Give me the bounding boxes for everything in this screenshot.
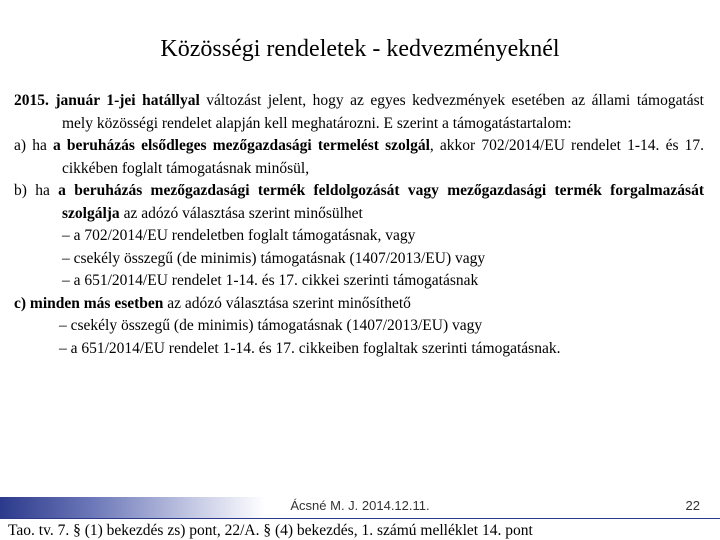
source-citation: Tao. tv. 7. § (1) bekezdés zs) pont, 22/A. § (4) bekezdés, 1. számú melléklet 14. pont xyxy=(8,522,533,539)
item-b-text: az adózó választása szerint minősülhet xyxy=(119,204,363,222)
item-c-sub-2: – a 651/2014/EU rendelet 1-14. és 17. cikkeiben foglaltak szerinti támogatásnak. xyxy=(59,339,561,357)
footer-divider xyxy=(0,518,720,519)
item-c-sub-1: – csekély összegű (de minimis) támogatásnak (1407/2013/EU) vagy xyxy=(59,317,483,334)
slide-title: Közösségi rendeletek - kedvezményeknél xyxy=(160,36,560,62)
item-c-text: az adózó választása szerint minősíthető xyxy=(163,294,411,312)
item-a-text: , akkor 702/2014/EU rendelet 1-14. és 17. cikkében foglalt támogatásnak minősül, xyxy=(62,137,705,177)
item-b xyxy=(14,180,704,225)
page-number: 22 xyxy=(685,498,700,513)
intro-paragraph xyxy=(14,90,704,135)
intro-bold: 2015. január 1-jei hatállyal xyxy=(14,92,200,109)
item-b-sub-3: – a 651/2014/EU rendelet 1-14. és 17. cikkei szerinti támogatásnak xyxy=(62,272,479,289)
footer-author: Ácsné M. J. 2014.12.11. xyxy=(290,498,430,513)
item-a-lead: a) ha xyxy=(14,137,53,154)
item-b-bold: a beruházás mezőgazdasági termék feldolgozását vagy mezőgazdasági termék forgalmazását szolgálja xyxy=(58,182,704,222)
item-a xyxy=(14,135,704,180)
item-b-lead: b) ha xyxy=(14,182,59,199)
intro-text: változást jelent, hogy az egyes kedvezmények esetében az állami támogatást mely közösségi rendelet alapján kell meghatározni. E szerint a támogatástartalom: xyxy=(62,92,704,132)
item-b-sub-1: – a 702/2014/EU rendeletben foglalt támogatásnak, vagy xyxy=(62,227,416,244)
item-b-sub-2: – csekély összegű (de minimis) támogatásnak (1407/2013/EU) vagy xyxy=(62,249,486,267)
item-c-bold: c) minden más esetben xyxy=(14,294,164,312)
slide-body xyxy=(14,90,704,360)
item-a-bold: a beruházás elsődleges mezőgazdasági termelést szolgál xyxy=(53,137,430,154)
item-c xyxy=(14,293,704,316)
